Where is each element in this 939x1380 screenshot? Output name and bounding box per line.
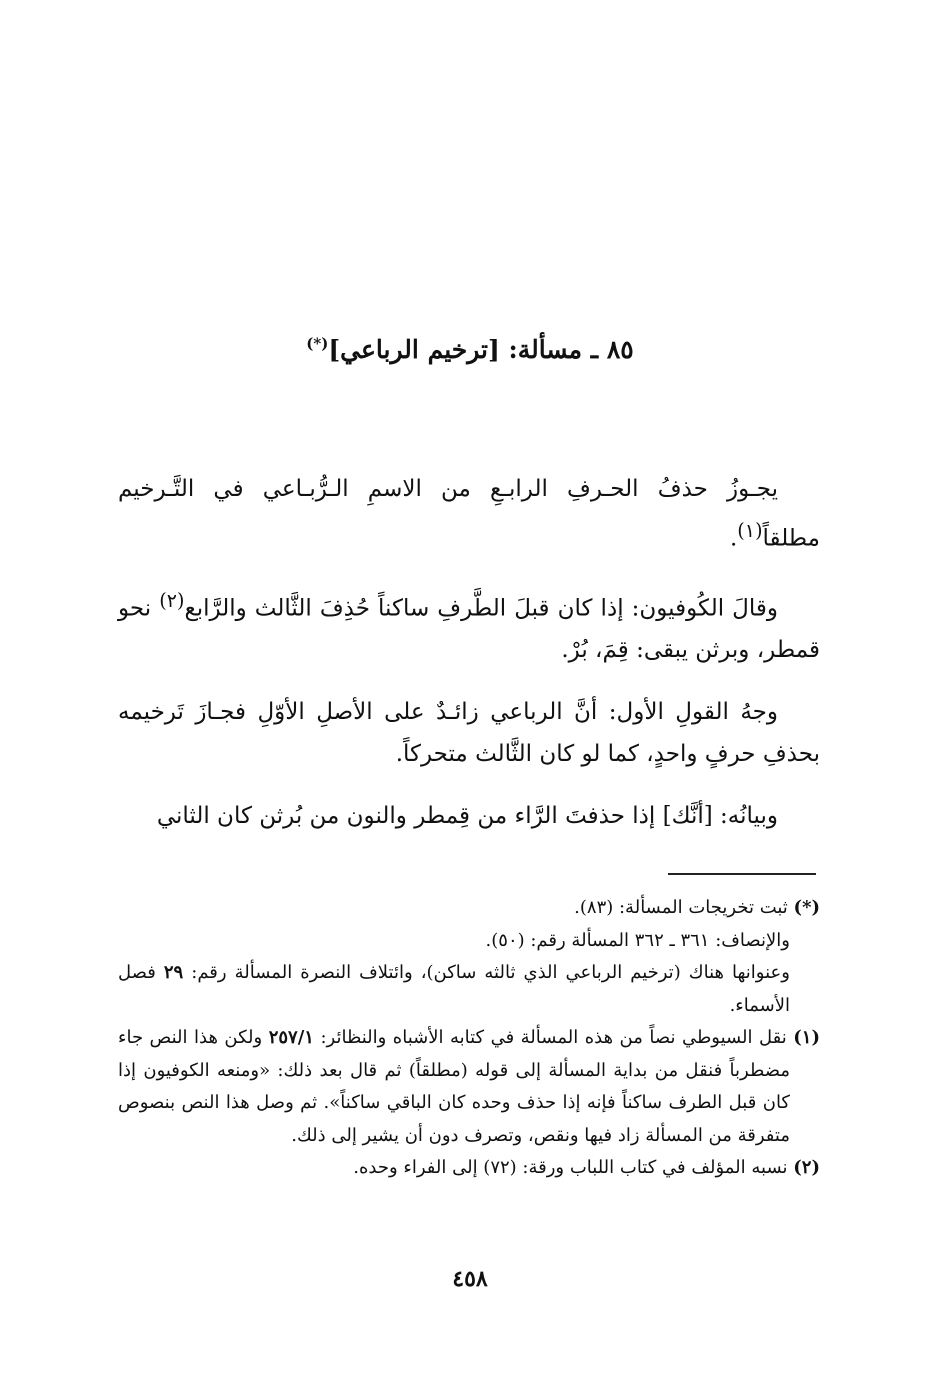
footnote-2 <box>118 1152 820 1185</box>
footnote-1-rest: ولكن هذا النص جاء مضطرباً فنقل من بداية المسألة إلى قوله (مطلقاً) ثم قال بعد ذلك: «ومنعه الكوفيون إذا كان قبل الطرف ساكناً فإنه إذا حذف وحده كان الباقي ساكناً». ثم وصل هذا النص بنصوص متفرقة من المسألة زاد فيها ونقص، وتصرف دون أن يشير إلى ذلك. <box>118 1027 790 1146</box>
footnote-2-mark: (٢) <box>793 1157 820 1178</box>
heading-word: مسألة <box>517 335 583 364</box>
paragraph-4 <box>118 795 820 837</box>
paragraph-4-text: وبيانُه: [أنَّك] إذا حذفتَ الرَّاء من قِمطر والنون من بُرثن كان الثاني <box>156 803 778 830</box>
footnote-1-text: نقل السيوطي نصاً من هذه المسألة في كتابه الأشباه والنظائر: <box>320 1027 787 1048</box>
footnote-1 <box>118 1022 820 1152</box>
footnote-1-reference: ٢٥٧/١ <box>268 1027 314 1048</box>
footnote-2-text: نسبه المؤلف في كتاب اللباب ورقة: (٧٢) إلى الفراء وحده. <box>353 1157 788 1178</box>
footnotes <box>118 892 820 1185</box>
heading-footnote-ref: (*) <box>306 334 329 353</box>
heading-colon: : <box>508 335 518 364</box>
heading-title: [ترخيم الرباعي] <box>328 335 500 364</box>
paragraph-1-text: يجـوزُ حذفُ الحـرفِ الرابـعِ من الاسمِ الـرُّبـاعي في التَّـرخيم مطلقاً <box>118 476 820 552</box>
paragraph-3-text: وجهُ القولِ الأول: أنَّ الرباعي زائـدٌ على الأصلِ الأوّلِ فجـازَ تَرخيمه بحذفِ حرفٍ واحدٍ، كما لو كان الثَّالث متحركاً. <box>118 699 820 768</box>
paragraph-3 <box>118 691 820 775</box>
paragraph-2-rest: نحو قمطر، وبرثن يبقى: قِمَ، بُرْ. <box>118 595 820 664</box>
footnote-star-line-3-end: فصل الأسماء. <box>118 962 790 1016</box>
paragraph-2-text: وقالَ الكُوفيون: إذا كان قبلَ الطَّرفِ ساكناً حُذِفَ الثَّالث والرَّابع <box>184 595 779 622</box>
footnote-ref-2: (٢) <box>159 588 185 612</box>
footnote-star-line-3-number: ٢٩ <box>163 962 184 983</box>
main-text <box>118 468 820 857</box>
paragraph-2 <box>118 580 820 672</box>
footnote-1-mark: (١) <box>793 1027 820 1048</box>
page-number: ٤٥٨ <box>452 1266 488 1292</box>
footnote-separator <box>668 873 816 875</box>
paragraph-1 <box>118 468 820 560</box>
footnote-ref-1: (١) <box>737 519 763 542</box>
paragraph-1-end: . <box>729 525 738 552</box>
section-heading <box>120 330 820 370</box>
footnote-star-line-3 <box>118 957 820 1022</box>
heading-number: ٨٥ <box>606 335 634 364</box>
footnote-star-mark: (*) <box>793 897 820 918</box>
footnote-star-line-2-text: والإنصاف: ٣٦١ ـ ٣٦٢ المسألة رقم: (٥٠). <box>485 929 790 951</box>
footnote-star-line-1: ثبت تخريجات المسألة: (٨٣). <box>574 897 788 918</box>
footnote-star-line-3-text: وعنوانها هناك (ترخيم الرباعي الذي ثالثه ساكن)، وائتلاف النصرة المسألة رقم: <box>191 962 790 983</box>
footnote-star <box>118 892 820 925</box>
heading-dash: ـ <box>590 335 599 364</box>
footnote-star-line-2 <box>118 925 820 958</box>
